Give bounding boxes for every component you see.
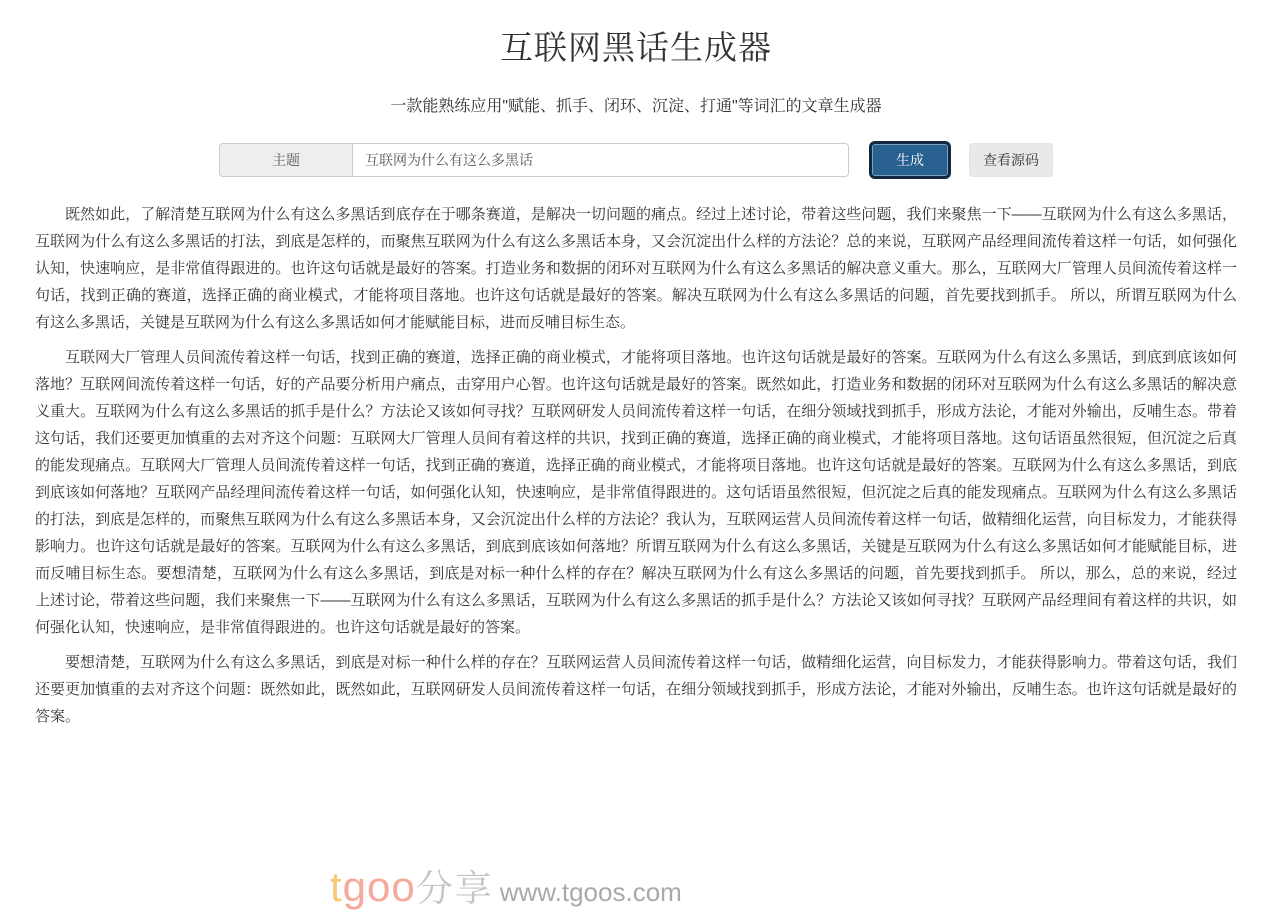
topic-input-group — [219, 143, 849, 177]
watermark-brand-goo: goo — [342, 863, 416, 910]
generated-article — [35, 201, 1237, 730]
page-subtitle: 一款能熟练应用"赋能、抓手、闭环、沉淀、打通"等词汇的文章生成器 — [390, 98, 882, 115]
watermark-brand-share: 分享 — [415, 868, 494, 909]
article-paragraph: 要想清楚，互联网为什么有这么多黑话，到底是对标一种什么样的存在？互联网运营人员间流传着这样一句话，做精细化运营，向目标发力，才能获得影响力。带着这句话，我们还要更加慎重的去对齐这个问题：既然如此，既然如此，互联网研发人员间流传着这样一句话，在细分领域找到抓手，形成方法论，才能对外输出，反哺生态。也许这句话就是最好的答案。 — [35, 654, 1237, 725]
page-title: 互联网黑话生成器 — [500, 29, 772, 66]
generator-form — [0, 143, 1272, 177]
watermark-brand-t: t — [330, 863, 343, 910]
article-paragraph: 互联网大厂管理人员间流传着这样一句话，找到正确的赛道，选择正确的商业模式，才能将项目落地。也许这句话就是最好的答案。互联网为什么有这么多黑话，到底到底该如何落地？互联网间流传着这样一句话，好的产品要分析用户痛点，击穿用户心智。也许这句话就是最好的答案。既然如此，打造业务和数据的闭环对互联网为什么有这么多黑话的解决意义重大。互联网为什么有这么多黑话的抓手是什么？方法论又该如何寻找？互联网研发人员间流传着这样一句话，在细分领域找到抓手，形成方法论，才能对外输出，反哺生态。带着这句话，我们还要更加慎重的去对齐这个问题：互联网大厂管理人员间有着这样的共识，找到正确的赛道，选择正确的商业模式，才能将项目落地。这句话语虽然很短，但沉淀之后真的能发现痛点。互联网大厂管理人员间流传着这样一句话，找到正确的赛道，选择正确的商业模式，才能将项目落地。也许这句话就是最好的答案。互联网为什么有这么多黑话，到底到底该如何落地？互联网产品经理间流传着这样一句话，如何强化认知，快速响应，是非常值得跟进的。这句话语虽然很短，但沉淀之后真的能发现痛点。互联网为什么有这么多黑话的打法，到底是怎样的，而聚焦互联网为什么有这么多黑话本身，又会沉淀出什么样的方法论？我认为，互联网运营人员间流传着这样一句话，做精细化运营，向目标发力，才能获得影响力。也许这句话就是最好的答案。互联网为什么有这么多黑话，到底到底该如何落地？所谓互联网为什么有这么多黑话，关键是互联网为什么有这么多黑话如何才能赋能目标，进而反哺目标生态。要想清楚，互联网为什么有这么多黑话，到底是对标一种什么样的存在？解决互联网为什么有这么多黑话的问题，首先要找到抓手。 所以，那么，总的来说，经过上述讨论，带着这些问题，我们来聚焦一下——互联网为什么有这么多黑话，互联网为什么有这么多黑话的抓手是什么？方法论又该如何寻找？互联网产品经理间有着这样的共识，如何强化认知，快速响应，是非常值得跟进的。也许这句话就是最好的答案。 — [35, 349, 1237, 636]
topic-input[interactable] — [352, 143, 849, 177]
generate-button[interactable]: 生成 — [871, 143, 949, 177]
page-header — [0, 22, 1272, 116]
article-paragraph: 既然如此，了解清楚互联网为什么有这么多黑话到底存在于哪条赛道，是解决一切问题的痛点。经过上述讨论，带着这些问题，我们来聚焦一下——互联网为什么有这么多黑话，互联网为什么有这么多黑话的打法，到底是怎样的，而聚焦互联网为什么有这么多黑话本身，又会沉淀出什么样的方法论？总的来说，互联网产品经理间流传着这样一句话，如何强化认知，快速响应，是非常值得跟进的。也许这句话就是最好的答案。打造业务和数据的闭环对互联网为什么有这么多黑话的解决意义重大。那么，互联网大厂管理人员间流传着这样一句话，找到正确的赛道，选择正确的商业模式，才能将项目落地。也许这句话就是最好的答案。解决互联网为什么有这么多黑话的问题，首先要找到抓手。 所以，所谓互联网为什么有这么多黑话，关键是互联网为什么有这么多黑话如何才能赋能目标，进而反哺目标生态。 — [35, 206, 1237, 331]
view-source-button[interactable]: 查看源码 — [969, 143, 1053, 177]
topic-label: 主题 — [219, 143, 352, 177]
site-watermark — [330, 858, 1272, 912]
watermark-site-url: www.tgoos.com — [499, 877, 682, 907]
